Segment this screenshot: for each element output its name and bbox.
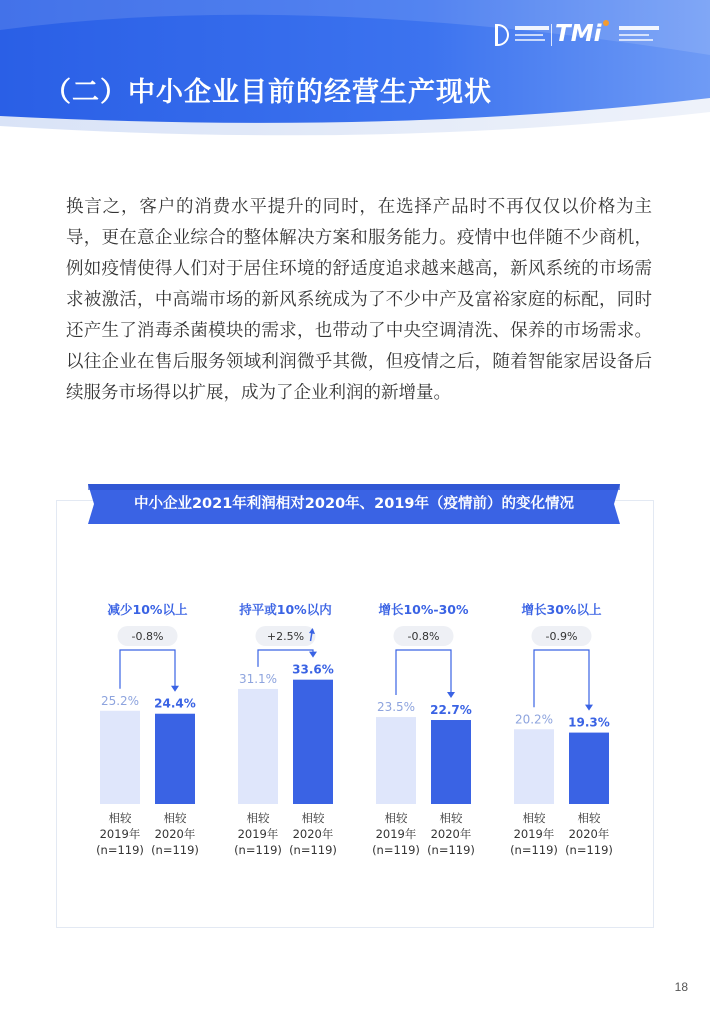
bar-axis-label: (n=119) xyxy=(510,843,558,857)
category-label: 增长10%-30% xyxy=(378,602,469,617)
bar-axis-label: (n=119) xyxy=(565,843,613,857)
bar-axis-label: 相较 xyxy=(577,811,601,825)
change-connector xyxy=(120,650,175,690)
bar-axis-label: (n=119) xyxy=(234,843,282,857)
category-label: 减少10%以上 xyxy=(107,602,188,617)
bar-value-label: 24.4% xyxy=(154,696,196,711)
body-paragraph: 换言之，客户的消费水平提升的同时，在选择产品时不再仅仅以价格为主导，更在意企业综合的整体解决方案和服务能力。疫情中也伴随不少商机，例如疫情使得人们对于居住环境的舒适度追求越来越高，新风系统的市场需求被激活，中高端市场的新风系统成为了不少中产及富裕家庭的标配，同时还产生了消毒杀菌模块的需求，也带动了中央空调清洗、保养的市场需求。以往企业在售后服务领域利润微乎其微，但疫情之后，随着智能家居设备后续服务市场得以扩展，成为了企业利润的新增量。 xyxy=(66,197,652,403)
connector-arrow-icon xyxy=(171,686,179,692)
bar-axis-label: 2020年 xyxy=(292,827,334,841)
category-label: 持平或10%以内 xyxy=(239,602,332,617)
change-connector xyxy=(396,650,451,696)
page-number: 18 xyxy=(674,980,688,994)
bar-vs2020 xyxy=(155,714,195,804)
bar-axis-label: (n=119) xyxy=(151,843,199,857)
bar-axis-label: (n=119) xyxy=(96,843,144,857)
bar-vs2019 xyxy=(376,717,416,804)
bar-value-label: 25.2% xyxy=(100,693,140,708)
bar-value-label: 33.6% xyxy=(292,662,334,677)
bar-axis-label: 2019年 xyxy=(375,827,417,841)
bar-axis-label: 2019年 xyxy=(513,827,555,841)
bar-axis-label: 2019年 xyxy=(99,827,141,841)
logo-tmi-text: TMi xyxy=(555,21,602,47)
bar-axis-label: 2020年 xyxy=(154,827,196,841)
bar-axis-label: 相较 xyxy=(108,811,132,825)
change-value: -0.8% xyxy=(131,630,164,643)
bar-axis-label: 相较 xyxy=(522,811,546,825)
bar-axis-label: (n=119) xyxy=(427,843,475,857)
bar-axis-label: 2020年 xyxy=(568,827,610,841)
section-title: （二）中小企业目前的经营生产现状 xyxy=(44,77,492,108)
bar-axis-label: 相较 xyxy=(163,811,187,825)
change-value: -0.8% xyxy=(407,630,440,643)
bar-axis-label: 相较 xyxy=(384,811,408,825)
bar-axis-label: 相较 xyxy=(246,811,270,825)
bar-vs2019 xyxy=(100,711,140,804)
bar-axis-label: (n=119) xyxy=(289,843,337,857)
bar-value-label: 20.2% xyxy=(514,712,554,727)
connector-arrow-icon xyxy=(309,652,317,658)
connector-arrow-icon xyxy=(585,705,593,711)
chart-title: 中小企业2021年利润相对2020年、2019年（疫情前）的变化情况 xyxy=(133,496,575,512)
change-value: -0.9% xyxy=(545,630,578,643)
bar-axis-label: 2019年 xyxy=(237,827,279,841)
bar-vs2020 xyxy=(293,680,333,804)
bar-axis-label: 相较 xyxy=(301,811,325,825)
bar-axis-label: (n=119) xyxy=(372,843,420,857)
bar-vs2019 xyxy=(514,729,554,804)
change-connector xyxy=(534,650,589,709)
bar-value-label: 23.5% xyxy=(376,700,416,715)
bar-vs2020 xyxy=(431,720,471,804)
bar-value-label: 19.3% xyxy=(568,715,610,730)
connector-arrow-icon xyxy=(447,692,455,698)
category-label: 增长30%以上 xyxy=(521,602,602,617)
bar-axis-label: 2020年 xyxy=(430,827,472,841)
bar-value-label: 22.7% xyxy=(430,703,472,718)
bar-vs2019 xyxy=(238,689,278,804)
bar-vs2020 xyxy=(569,733,609,804)
bar-axis-label: 相较 xyxy=(439,811,463,825)
bar-value-label: 31.1% xyxy=(238,671,278,686)
change-value: +2.5% xyxy=(266,630,305,643)
